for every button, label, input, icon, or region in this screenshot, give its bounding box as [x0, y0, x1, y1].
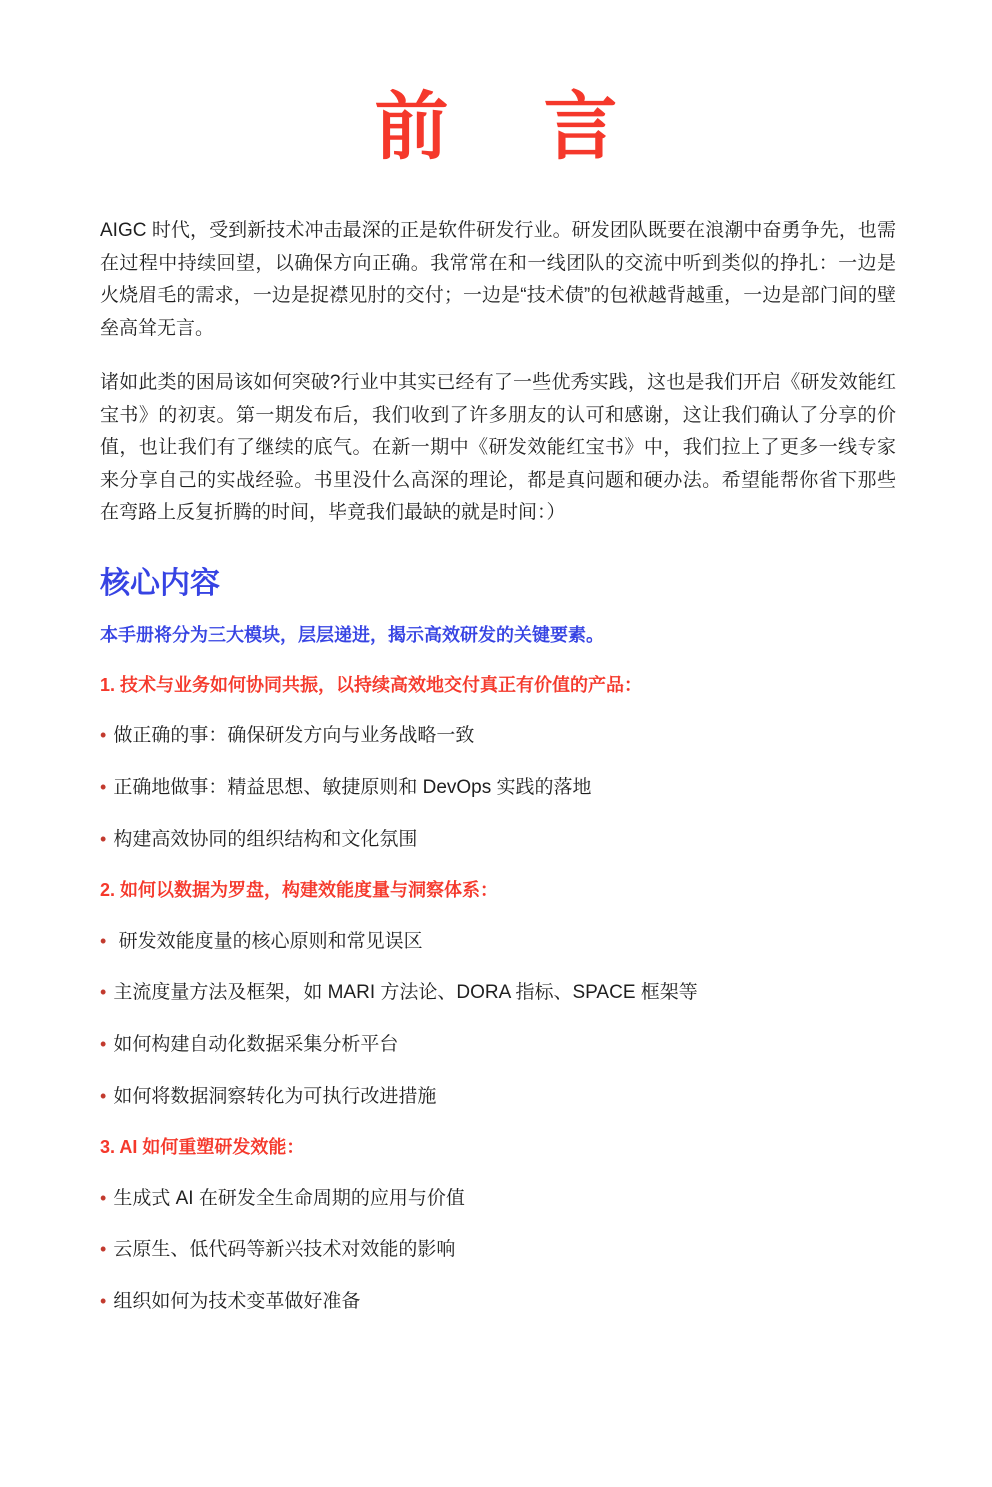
list-item	[100, 775, 896, 801]
list-item-text: 研发效能度量的核心原则和常见误区	[113, 930, 423, 952]
module-3-heading: 3. AI 如何重塑研发效能：	[100, 1137, 305, 1158]
list-item	[100, 1032, 896, 1058]
list-item-text: 做正确的事：确保研发方向与业务战略一致	[113, 725, 475, 747]
bullet-icon: •	[100, 1187, 107, 1208]
module-1-heading: 1. 技术与业务如何协同共振，以持续高效地交付真正有价值的产品：	[100, 674, 643, 695]
document-page	[0, 84, 992, 1487]
core-content-subtitle: 本手册将分为三大模块，层层递进，揭示高效研发的关键要素。	[100, 624, 604, 645]
list-item-text: 构建高效协同的组织结构和文化氛围	[113, 828, 418, 850]
list-item	[100, 1084, 896, 1110]
list-item	[100, 980, 896, 1006]
list-item	[100, 723, 896, 749]
bullet-icon: •	[100, 982, 107, 1003]
list-item-text: 如何将数据洞察转化为可执行改进措施	[113, 1085, 437, 1107]
bullet-icon: •	[100, 930, 107, 951]
list-item	[100, 1237, 896, 1263]
title-char-first: 前	[374, 85, 449, 168]
bullet-icon: •	[100, 1085, 107, 1106]
bullet-icon: •	[100, 1239, 107, 1260]
intro-paragraph-1: AIGC 时代，受到新技术冲击最深的正是软件研发行业。研发团队既要在浪潮中奋勇争先，也需在过程中持续回望，以确保方向正确。我常常在和一线团队的交流中听到类似的挣扎：一边是火烧眉毛的需求，一边是捉襟见肘的交付；一边是“技术债”的包袱越背越重，一边是部门间的壁垒高耸无言。	[100, 220, 896, 339]
list-item	[100, 1289, 896, 1315]
list-item-text: 生成式 AI 在研发全生命周期的应用与价值	[113, 1187, 465, 1209]
list-item-text: 主流度量方法及框架，如 MARI 方法论、DORA 指标、SPACE 框架等	[113, 982, 698, 1004]
list-item-text: 组织如何为技术变革做好准备	[113, 1290, 361, 1312]
list-item-text: 如何构建自动化数据采集分析平台	[113, 1033, 399, 1055]
bullet-icon: •	[100, 1033, 107, 1054]
core-content-heading: 核心内容	[100, 566, 220, 600]
list-item	[100, 827, 896, 853]
list-item-text: 正确地做事：精益思想、敏捷原则和 DevOps 实践的落地	[113, 777, 592, 799]
module-2-heading: 2. 如何以数据为罗盘，构建效能度量与洞察体系：	[100, 880, 499, 901]
list-item-text: 云原生、低代码等新兴技术对效能的影响	[113, 1239, 456, 1261]
document-content	[100, 215, 896, 1314]
title-char-second: 言	[543, 85, 618, 168]
bullet-icon: •	[100, 725, 107, 746]
page-title	[0, 84, 992, 169]
list-item	[100, 929, 896, 955]
intro-paragraph-2: 诸如此类的困局该如何突破?行业中其实已经有了一些优秀实践，这也是我们开启《研发效能红宝书》的初衷。第一期发布后，我们收到了许多朋友的认可和感谢，这让我们确认了分享的价值，也让我们有了继续的底气。在新一期中《研发效能红宝书》中，我们拉上了更多一线专家来分享自己的实战经验。书里没什么高深的理论，都是真问题和硬办法。希望能帮你省下那些在弯路上反复折腾的时间，毕竟我们最缺的就是时间：）	[100, 372, 896, 524]
bullet-icon: •	[100, 828, 107, 849]
bullet-icon: •	[100, 1290, 107, 1311]
list-item	[100, 1186, 896, 1212]
bullet-icon: •	[100, 777, 107, 798]
